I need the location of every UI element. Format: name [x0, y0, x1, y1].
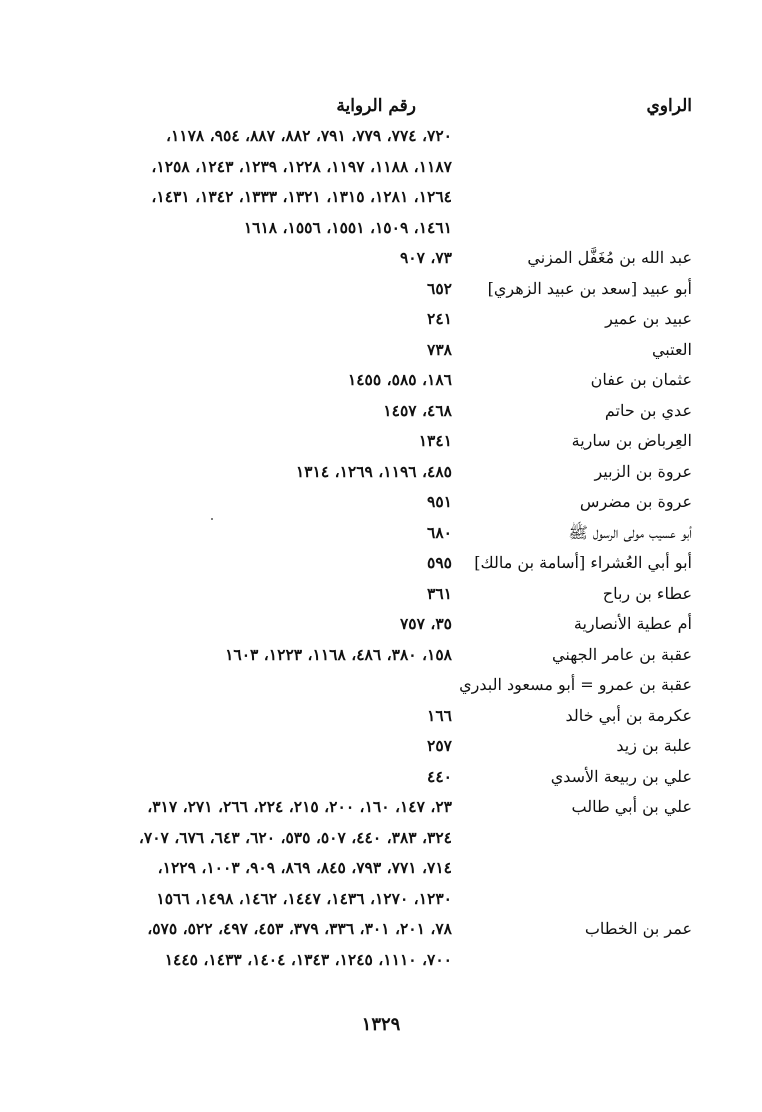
index-row [0, 917, 762, 948]
hadith-numbers: ١٢٣٠، ١٢٧٠، ١٤٣٦، ١٤٤٧، ١٤٦٢، ١٤٩٨، ١٥٦٦ [156, 888, 452, 908]
column-header-hadith-numbers: رقم الرواية [336, 96, 416, 116]
index-row [0, 368, 762, 399]
index-row [0, 704, 762, 735]
narrator-name: عروة بن الزبير [594, 461, 692, 481]
index-row [0, 307, 762, 338]
index-row [0, 246, 762, 277]
index-row [0, 521, 762, 552]
index-row [0, 826, 762, 857]
page-number: ١٣٢٩ [361, 1014, 401, 1035]
index-row [0, 673, 762, 704]
hadith-numbers: ٤٨٥، ١١٩٦، ١٢٦٩، ١٣١٤ [295, 461, 452, 481]
hadith-numbers: ٣٦١ [427, 583, 452, 603]
hadith-numbers: ٦٨٠ [427, 522, 452, 542]
hadith-numbers: ١٣٤١ [418, 431, 452, 450]
hadith-numbers: ٧٣، ٩٠٧ [399, 248, 452, 267]
hadith-numbers: ٧٨، ٢٠١، ٣٠١، ٣٣٦، ٣٧٩، ٤٥٣، ٤٩٧، ٥٢٢، ٥٧٥، [147, 919, 452, 938]
hadith-numbers: ٦٥٢ [427, 278, 452, 298]
index-row [0, 551, 762, 582]
hadith-numbers: ٩٥١ [427, 492, 452, 511]
hadith-numbers: ٧٢٠، ٧٧٤، ٧٧٩، ٧٩١، ٨٨٢، ٨٨٧، ٩٥٤، ١١٧٨، [165, 126, 452, 145]
hadith-numbers: ٣٢٤، ٣٨٣، ٤٤٠، ٥٠٧، ٥٣٥، ٦٢٠، ٦٤٣، ٦٧٦، ٧٠٧، [138, 827, 452, 847]
narrator-name: علي بن أبي طالب [571, 797, 692, 816]
narrator-name: عروة بن مضرس [579, 492, 692, 511]
index-row [0, 765, 762, 796]
index-row [0, 277, 762, 308]
narrator-name: أبو عبيد [سعد بن عبيد الزهري] [487, 278, 692, 298]
hadith-numbers: ١٢٦٤، ١٢٨١، ١٣١٥، ١٣٢١، ١٣٣٣، ١٣٤٢، ١٤٣١، [151, 187, 452, 206]
hadith-numbers: ٧٠٠، ١١١٠، ١٢٤٥، ١٣٤٣، ١٤٠٤، ١٤٣٣، ١٤٤٥ [164, 949, 452, 969]
narrator-name: العتبي [651, 339, 692, 359]
narrator-name: عبد الله بن مُغَفَّل المزني [527, 248, 692, 267]
index-row [0, 795, 762, 826]
hadith-numbers: ٢٣، ١٤٧، ١٦٠، ٢٠٠، ٢١٥، ٢٢٤، ٢٦٦، ٢٧١، ٣١٧، [147, 797, 452, 816]
index-row [0, 887, 762, 918]
narrator-name: عكرمة بن أبي خالد [565, 705, 692, 725]
hadith-numbers: ١٥٨، ٣٨٠، ٤٨٦، ١١٦٨، ١٢٢٣، ١٦٠٣ [225, 644, 452, 664]
index-row [0, 490, 762, 521]
index-row [0, 734, 762, 765]
hadith-numbers: ٤٦٨، ١٤٥٧ [383, 400, 452, 420]
index-row [0, 429, 762, 460]
hadith-numbers: ٧١٤، ٧٧١، ٧٩٣، ٨٤٥، ٨٦٩، ٩٠٩، ١٠٠٣، ١٢٢٩، [157, 858, 452, 877]
narrator-name: علبة بن زيد [616, 736, 692, 755]
narrator-name: عدي بن حاتم [604, 400, 692, 420]
index-row [0, 155, 762, 186]
narrator-name: علي بن ربيعة الأسدي [550, 766, 692, 786]
hadith-numbers: ١٤٦١، ١٥٠٩، ١٥٥١، ١٥٥٦، ١٦١٨ [243, 217, 452, 237]
hadith-numbers: ١٦٦ [427, 705, 452, 725]
narrator-name: عقبة بن عمرو = أبو مسعود البدري [459, 675, 692, 694]
narrator-name: عبيد بن عمير [605, 309, 692, 328]
hadith-numbers: ٣٥، ٧٥٧ [399, 614, 452, 633]
hadith-numbers: ٢٤١ [427, 309, 452, 328]
index-row [0, 948, 762, 979]
narrator-name: أم عطية الأنصارية [573, 614, 692, 633]
index-row [0, 856, 762, 887]
hadith-numbers: ٤٤٠ [427, 766, 452, 786]
column-header-narrator: الراوي [646, 96, 692, 116]
index-row [0, 124, 762, 155]
narrator-name: أبو عسيب مولى الرسول ﷺ [568, 522, 692, 542]
index-row [0, 612, 762, 643]
narrator-name: عطاء بن رباح [602, 583, 692, 603]
index-rows [0, 124, 762, 978]
narrator-name: عمر بن الخطاب [584, 919, 692, 938]
hadith-numbers: ٢٥٧ [427, 736, 452, 755]
index-row [0, 582, 762, 613]
index-row [0, 338, 762, 369]
index-row [0, 643, 762, 674]
narrator-name: العِرباض بن سارية [571, 431, 692, 450]
hadith-numbers: ١٨٦، ٥٨٥، ١٤٥٥ [347, 370, 452, 389]
narrator-name: عقبة بن عامر الجهني [552, 644, 692, 664]
index-row [0, 185, 762, 216]
hadith-numbers: ٥٩٥ [427, 553, 452, 572]
narrator-name: أبو أبي العُشراء [أسامة بن مالك] [474, 553, 692, 572]
hadith-numbers: ٧٣٨ [427, 339, 452, 359]
narrator-name: عثمان بن عفان [590, 370, 692, 389]
index-row [0, 460, 762, 491]
index-row [0, 216, 762, 247]
hadith-numbers: ١١٨٧، ١١٨٨، ١١٩٧، ١٢٢٨، ١٢٣٩، ١٢٤٣، ١٢٥٨، [151, 156, 452, 176]
index-row [0, 399, 762, 430]
ink-speck [211, 518, 213, 520]
